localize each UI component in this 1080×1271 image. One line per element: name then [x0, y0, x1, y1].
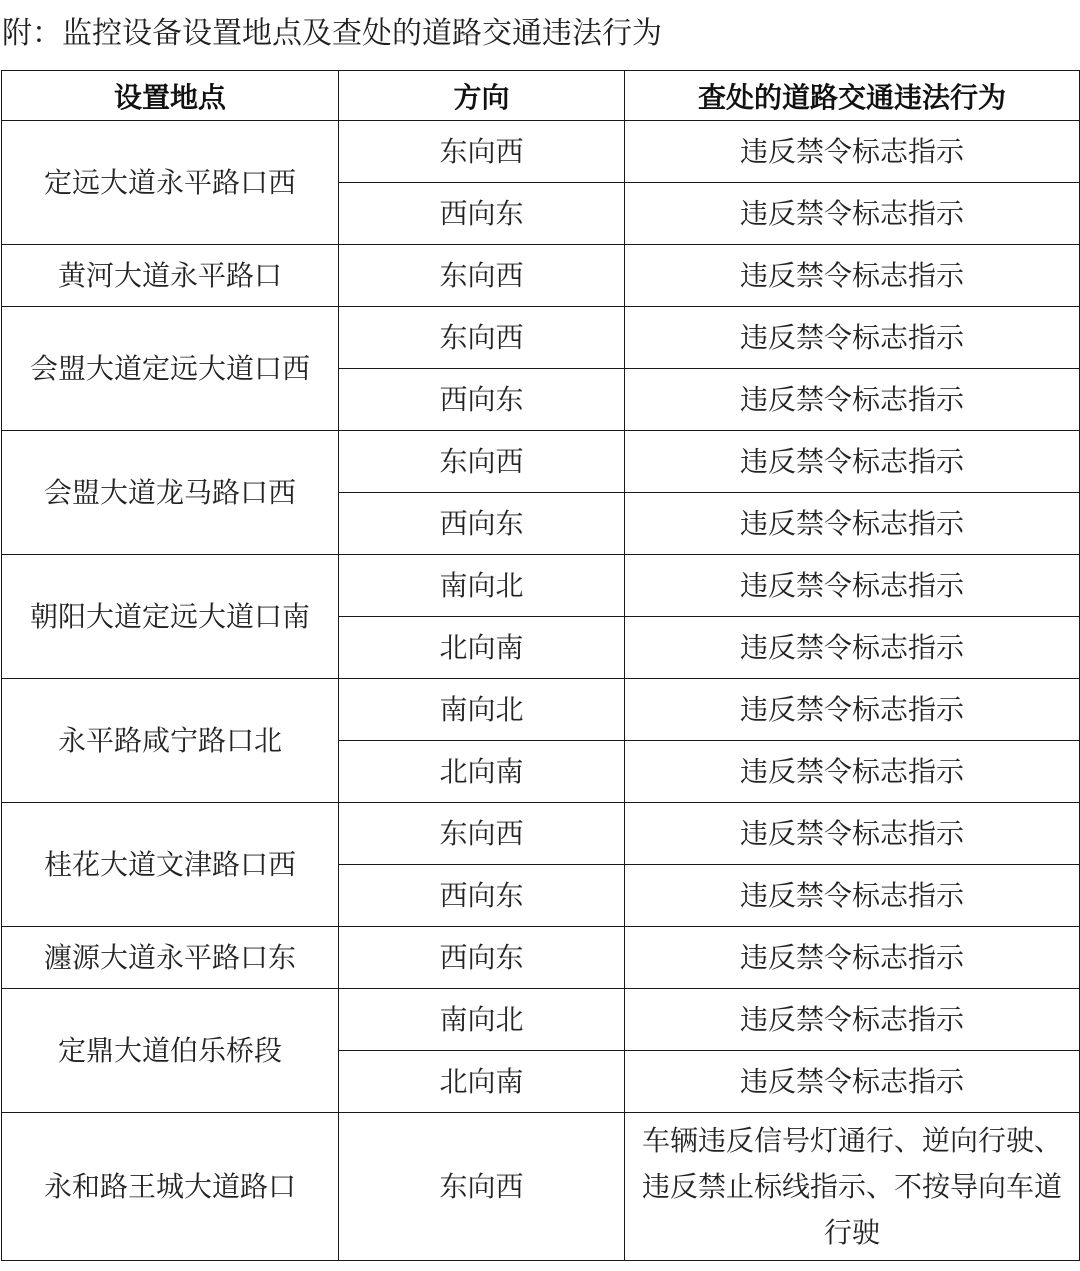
violations-table	[1, 70, 1080, 1261]
document-title: 附：监控设备设置地点及查处的道路交通违法行为	[2, 16, 662, 51]
table-row	[2, 803, 1080, 865]
location-cell: 永和路王城大道路口	[2, 1113, 339, 1261]
behavior-cell: 违反禁令标志指示	[625, 307, 1080, 369]
header-behavior: 查处的道路交通违法行为	[625, 71, 1080, 121]
direction-cell: 东向西	[339, 307, 625, 369]
behavior-cell: 违反禁令标志指示	[625, 555, 1080, 617]
direction-cell: 北向南	[339, 617, 625, 679]
location-cell: 会盟大道龙马路口西	[2, 431, 339, 555]
header-location: 设置地点	[2, 71, 339, 121]
behavior-cell: 违反禁令标志指示	[625, 183, 1080, 245]
table-header-row	[2, 71, 1080, 121]
direction-cell: 西向东	[339, 183, 625, 245]
behavior-cell: 车辆违反信号灯通行、逆向行驶、违反禁止标线指示、不按导向车道行驶	[625, 1113, 1080, 1261]
table-row	[2, 989, 1080, 1051]
table-row	[2, 927, 1080, 989]
direction-cell: 东向西	[339, 245, 625, 307]
behavior-cell: 违反禁令标志指示	[625, 1051, 1080, 1113]
header-direction: 方向	[339, 71, 625, 121]
behavior-cell: 违反禁令标志指示	[625, 617, 1080, 679]
location-cell: 桂花大道文津路口西	[2, 803, 339, 927]
behavior-cell: 违反禁令标志指示	[625, 431, 1080, 493]
location-cell: 会盟大道定远大道口西	[2, 307, 339, 431]
behavior-cell: 违反禁令标志指示	[625, 927, 1080, 989]
direction-cell: 西向东	[339, 927, 625, 989]
behavior-cell: 违反禁令标志指示	[625, 803, 1080, 865]
direction-cell: 北向南	[339, 1051, 625, 1113]
table-row	[2, 245, 1080, 307]
behavior-cell: 违反禁令标志指示	[625, 989, 1080, 1051]
direction-cell: 北向南	[339, 741, 625, 803]
behavior-cell: 违反禁令标志指示	[625, 865, 1080, 927]
direction-cell: 东向西	[339, 431, 625, 493]
direction-cell: 西向东	[339, 369, 625, 431]
table-row	[2, 1113, 1080, 1261]
location-cell: 朝阳大道定远大道口南	[2, 555, 339, 679]
direction-cell: 西向东	[339, 493, 625, 555]
direction-cell: 南向北	[339, 989, 625, 1051]
behavior-cell: 违反禁令标志指示	[625, 369, 1080, 431]
table-row	[2, 121, 1080, 183]
behavior-cell: 违反禁令标志指示	[625, 741, 1080, 803]
location-cell: 黄河大道永平路口	[2, 245, 339, 307]
direction-cell: 东向西	[339, 803, 625, 865]
direction-cell: 西向东	[339, 865, 625, 927]
behavior-cell: 违反禁令标志指示	[625, 245, 1080, 307]
table-row	[2, 555, 1080, 617]
location-cell: 瀍源大道永平路口东	[2, 927, 339, 989]
direction-cell: 南向北	[339, 679, 625, 741]
direction-cell: 南向北	[339, 555, 625, 617]
table-body	[2, 121, 1080, 1261]
location-cell: 定远大道永平路口西	[2, 121, 339, 245]
direction-cell: 东向西	[339, 1113, 625, 1261]
table-row	[2, 307, 1080, 369]
behavior-cell: 违反禁令标志指示	[625, 493, 1080, 555]
direction-cell: 东向西	[339, 121, 625, 183]
location-cell: 永平路咸宁路口北	[2, 679, 339, 803]
table-row	[2, 431, 1080, 493]
table-row	[2, 679, 1080, 741]
location-cell: 定鼎大道伯乐桥段	[2, 989, 339, 1113]
behavior-cell: 违反禁令标志指示	[625, 679, 1080, 741]
behavior-cell: 违反禁令标志指示	[625, 121, 1080, 183]
